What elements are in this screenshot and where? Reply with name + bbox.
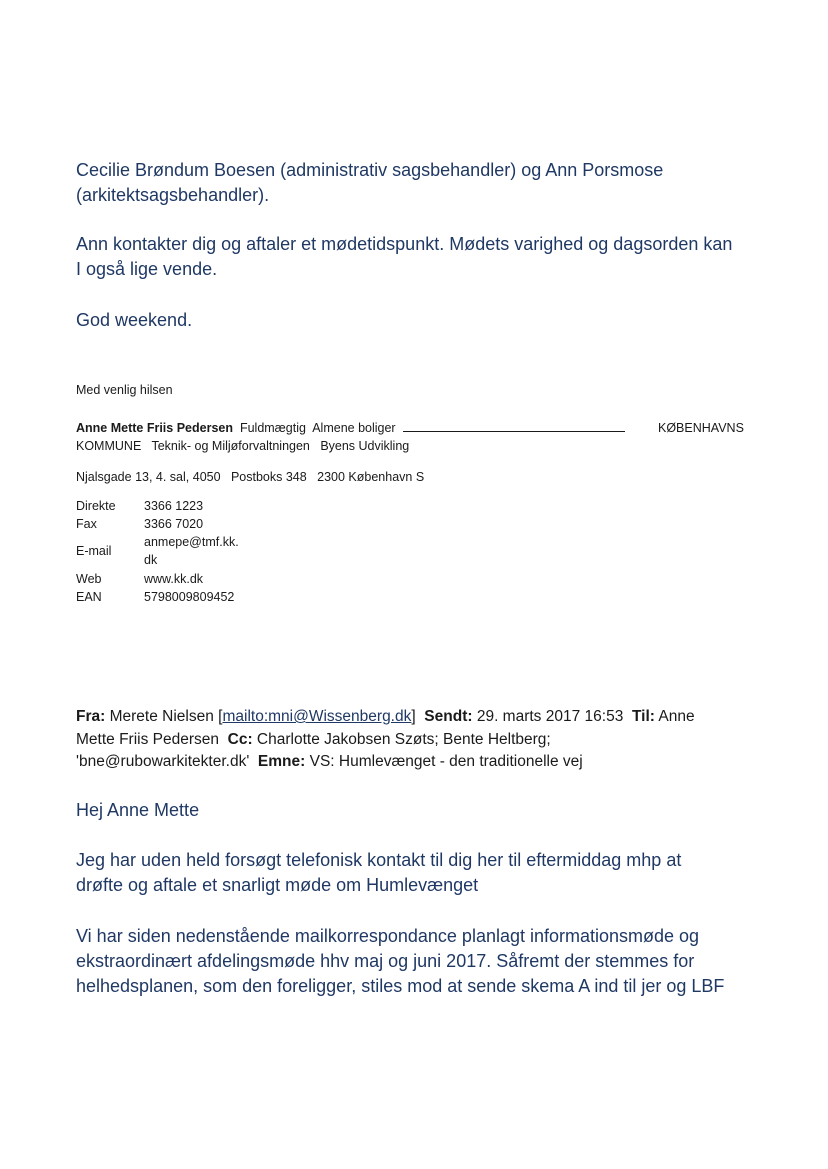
body-para2-line3: helhedsplanen, som den foreligger, stiles mod at sende skema A ind til jer og LBF (76, 976, 725, 996)
cc-value-2: 'bne@rubowarkitekter.dk' (76, 753, 250, 770)
signature-title: Fuldmægtig (239, 421, 306, 435)
email-header (76, 706, 756, 774)
body-para1-line2: drøfte og aftale et snarligt møde om Humlevænget (76, 875, 479, 895)
email-header-line-1: Fra: Merete Nielsen [mailto:mni@Wissenberg.dk] Sendt: 29. marts 2017 16:53 Til: Anne (76, 708, 695, 725)
signature-org-line1: KØBENHAVNS (658, 421, 744, 435)
intro-text-3: God weekend. (76, 310, 193, 330)
body-para1-line1: Jeg har uden held forsøgt telefonisk kontakt til dig her til eftermiddag mhp at (76, 850, 682, 870)
signature-greeting: Med venlig hilsen (76, 383, 173, 397)
from-label: Fra: (76, 708, 106, 725)
contact-label: EAN (76, 590, 102, 604)
intro-text-1: Cecilie Brøndum Boesen (administrativ sagsbehandler) og Ann Porsmose (arkitektsagsbehandler). (76, 160, 664, 205)
from-mailto-link[interactable]: mailto:mni@Wissenberg.dk (222, 708, 412, 725)
contact-label: Fax (76, 517, 97, 531)
signature-org-line (76, 437, 409, 455)
signature-divider (403, 419, 625, 432)
signature-name-line (76, 419, 756, 437)
sent-value: 29. marts 2017 16:53 (476, 708, 624, 725)
signature-org-line2: KOMMUNE (76, 439, 142, 453)
intro-text-2: Ann kontakter dig og aftaler et mødetidspunkt. Mødets varighed og dagsorden kan I også lige vende. (76, 234, 733, 279)
subject-label: Emne: (257, 753, 306, 770)
contact-label: Web (76, 572, 102, 586)
contact-label: E-mail (76, 544, 112, 558)
signature-address: Njalsgade 13, 4. sal, 4050 (76, 470, 221, 484)
signature-department: Almene boliger (312, 421, 396, 435)
signature-admin: Teknik- og Miljøforvaltningen (151, 439, 310, 453)
intro-paragraph-3 (76, 308, 192, 333)
contact-value-line1[interactable]: anmepe@tmf.kk. (144, 535, 239, 549)
contact-value: 3366 1223 (144, 499, 204, 513)
contact-label: Direkte (76, 499, 116, 513)
intro-paragraph-1 (76, 158, 716, 208)
signature-name: Anne Mette Friis Pedersen (76, 421, 233, 435)
subject-value: VS: Humlevænget - den traditionelle vej (309, 753, 583, 770)
intro-paragraph-2 (76, 232, 736, 282)
email-header-line-2 (76, 729, 756, 752)
contact-value: 3366 7020 (144, 517, 204, 531)
contact-value[interactable]: www.kk.dk (144, 572, 204, 586)
signature-address-line (76, 468, 424, 486)
to-value-1: Anne (658, 708, 695, 725)
signature-city: 2300 København S (317, 470, 425, 484)
signature-unit: Byens Udvikling (320, 439, 410, 453)
body-para2-line1: Vi har siden nedenstående mailkorrespondance planlagt informationsmøde og (76, 926, 700, 946)
email-header-line-3 (76, 751, 756, 774)
contact-value: 5798009809452 (144, 590, 235, 604)
signature-postbox: Postboks 348 (230, 470, 307, 484)
body-greeting: Hej Anne Mette (76, 800, 200, 820)
from-name: Merete Nielsen (109, 708, 214, 725)
body-paragraph-2 (76, 924, 724, 999)
to-value-2: Mette Friis Pedersen (76, 730, 219, 748)
sent-label: Sendt: (424, 708, 473, 725)
to-label: Til: (631, 708, 655, 725)
cc-label: Cc: (227, 730, 253, 748)
body-para2-line2: ekstraordinært afdelingsmøde hhv maj og juni 2017. Såfremt der stemmes for (76, 951, 695, 971)
body-paragraph-1 (76, 848, 681, 898)
contact-value-line2[interactable]: dk (144, 553, 158, 567)
cc-value: Charlotte Jakobsen Szøts; Bente Heltberg; (256, 730, 551, 748)
